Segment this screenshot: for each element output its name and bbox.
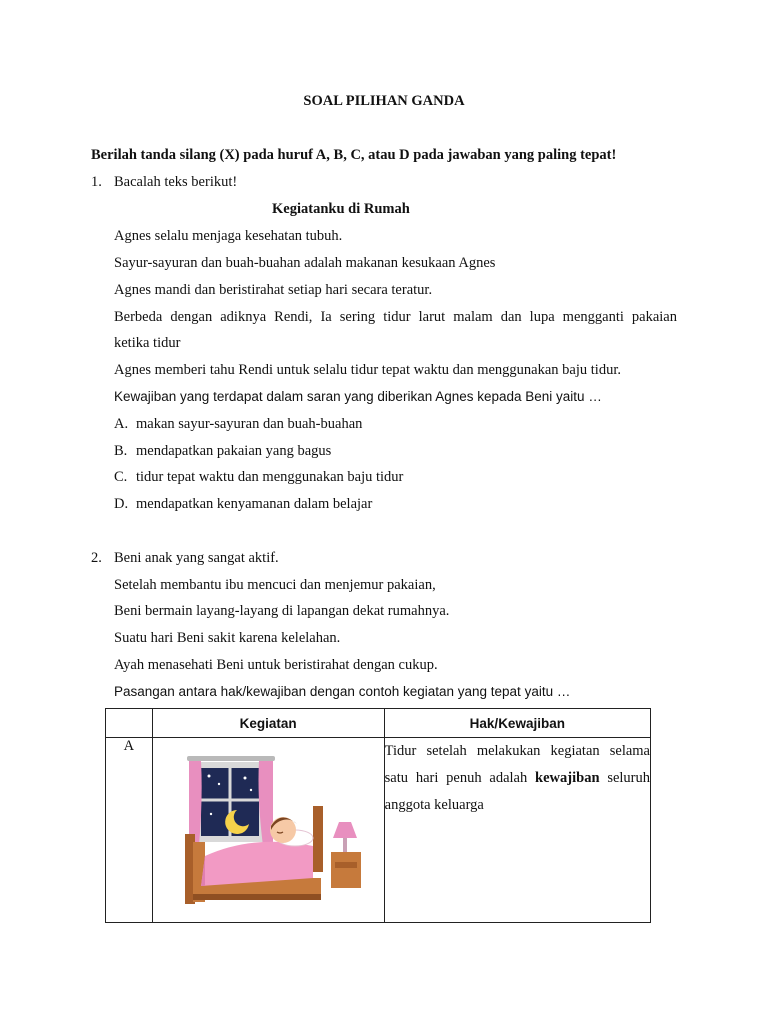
q2-text-line: Ayah menasehati Beni untuk beristirahat dengan cukup. [114,657,438,673]
option-text: mendapatkan kenyamanan dalam belajar [136,496,373,512]
table-row [106,738,651,923]
q2-text-line: Beni anak yang sangat aktif. [114,550,279,566]
row-description [384,738,650,923]
activity-image-cell [152,738,384,923]
q1-text-line: Sayur-sayuran dan buah-buahan adalah makanan kesukaan Agnes [114,255,496,271]
table-header-kegiatan: Kegiatan [152,709,384,738]
q1-question: Kewajiban yang terdapat dalam saran yang diberikan Agnes kepada Beni yaitu … [114,389,602,404]
option-letter: C. [114,469,128,485]
answer-table [105,708,651,923]
sleeping-child-illustration [153,738,384,922]
q1-option-d[interactable] [114,496,372,513]
option-text: mendapatkan pakaian yang bagus [136,443,332,459]
q1-text-line: ketika tidur [114,335,181,351]
q1-option-a[interactable] [114,416,362,433]
table-header-label [106,709,153,738]
q1-reading-title: Kegiatanku di Rumah [272,201,410,217]
q2-number: 2. [91,550,102,566]
option-text: tidur tepat waktu dan menggunakan baju tidur [136,469,404,485]
q1-option-b[interactable] [114,443,331,460]
q2-text-line: Suatu hari Beni sakit karena kelelahan. [114,630,341,646]
q1-text-line: Agnes mandi dan beristirahat setiap hari secara teratur. [114,282,433,298]
desc-text-after: seluruh anggota keluarga [384,770,651,813]
q2-text-line: Setelah membantu ibu mencuci dan menjemur pakaian, [114,577,436,593]
option-text: makan sayur-sayuran dan buah-buahan [136,416,363,432]
q2-text-line: Beni bermain layang-layang di lapangan dekat rumahnya. [114,603,450,619]
q1-text-line: Berbeda dengan adiknya Rendi, Ia sering tidur larut malam dan lupa mengganti pakaian [114,309,677,325]
q1-number: 1. [91,174,102,190]
q1-intro: Bacalah teks berikut! [114,174,238,190]
option-letter: D. [114,496,129,512]
page-title: SOAL PILIHAN GANDA [303,93,465,109]
desc-text-before: Tidur setelah melakukan kegiatan selama satu hari penuh adalah [384,743,650,786]
q2-question: Pasangan antara hak/kewajiban dengan contoh kegiatan yang tepat yaitu … [114,684,571,699]
option-letter: B. [114,443,128,459]
desc-bold-keyword: kewajiban [535,770,600,786]
option-letter: A. [114,416,129,432]
table-header-row [106,709,651,738]
row-label[interactable]: A [106,738,153,923]
instruction: Berilah tanda silang (X) pada huruf A, B, C, atau D pada jawaban yang paling tepat! [91,147,617,163]
table-header-hak-kewajiban: Hak/Kewajiban [384,709,650,738]
q1-text-line: Agnes selalu menjaga kesehatan tubuh. [114,228,343,244]
q1-option-c[interactable] [114,469,403,486]
q1-text-line: Agnes memberi tahu Rendi untuk selalu tidur tepat waktu dan menggunakan baju tidur. [114,362,621,378]
